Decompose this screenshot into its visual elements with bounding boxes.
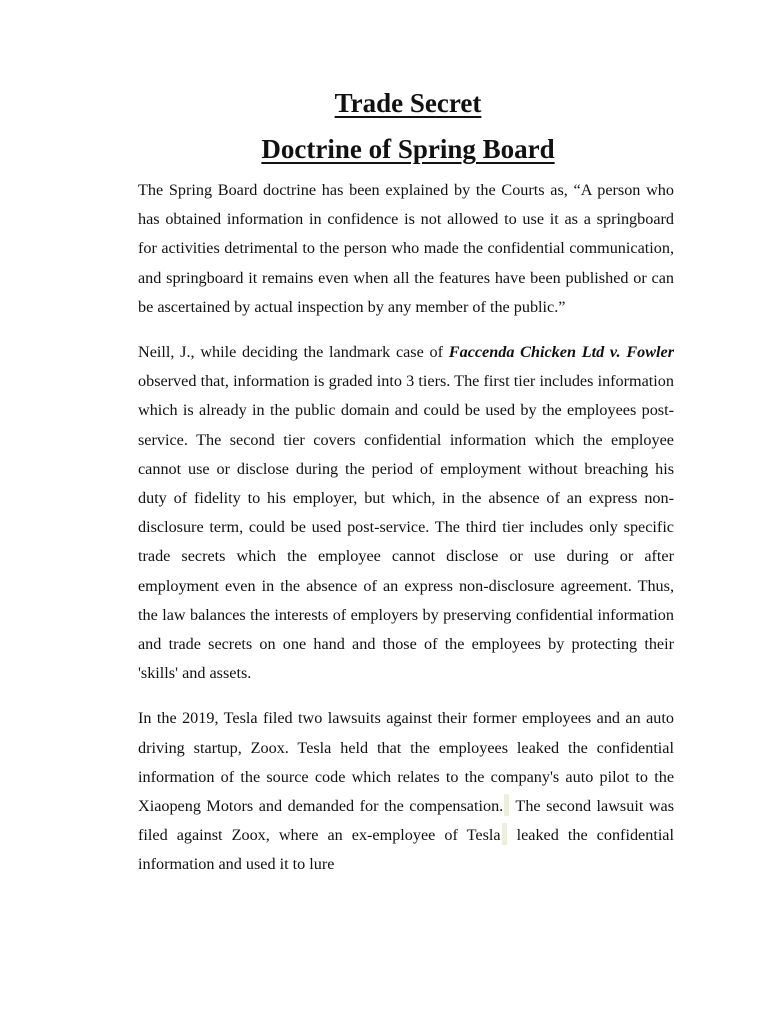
- highlight-mark: [504, 794, 509, 816]
- paragraph-tesla-lawsuits: [138, 704, 674, 879]
- paragraph-tesla-part1: In the 2019, Tesla filed two lawsuits against their former employees and an auto driving startup, Zoox. Tesla held that the employees leaked the confidential information of the source code which relates to the company's auto pilot to the Xiaopeng Motors and demanded for the compensation.: [138, 709, 674, 816]
- paragraph-tesla-part3: leaked the confidential information and used it to lure: [138, 826, 674, 874]
- paragraph-tesla-part2: The second lawsuit was filed against Zoox, where an ex-employee of Tesla: [138, 797, 674, 845]
- paragraph-spring-board-definition: The Spring Board doctrine has been explained by the Courts as, “A person who has obtained information in confidence is not allowed to use it as a springboard for activities detrimental to the person who made the confidential communication, and springboard it remains even when all the features have been published or can be ascertained by actual inspection by any member of the public.”: [138, 181, 674, 316]
- paragraph-faccenda-rest: observed that, information is graded into 3 tiers. The first tier includes information which is already in the public domain and could be used by the employees post-service. The second tier covers confidential information which the employee cannot use or disclose during the period of employment without breaching his duty of fidelity to his employer, but which, in the absence of an express non-disclosure term, could be used post-service. The third tier includes only specific trade secrets which the employee cannot disclose or use during or after employment even in the absence of an express non-disclosure agreement. Thus, the law balances the interests of employers by preserving confidential information and trade secrets on one hand and those of the employees by protecting their 'skills' and assets.: [138, 372, 674, 683]
- highlight-mark: [502, 823, 507, 845]
- paragraph-faccenda-case: [138, 338, 674, 688]
- document-title: Trade Secret: [334, 88, 482, 118]
- document-body: [138, 176, 674, 896]
- document-subtitle: Doctrine of Spring Board: [261, 134, 555, 164]
- case-name-faccenda: Faccenda Chicken Ltd v. Fowler: [448, 343, 674, 362]
- paragraph-faccenda-lead: Neill, J., while deciding the landmark case of: [138, 343, 449, 362]
